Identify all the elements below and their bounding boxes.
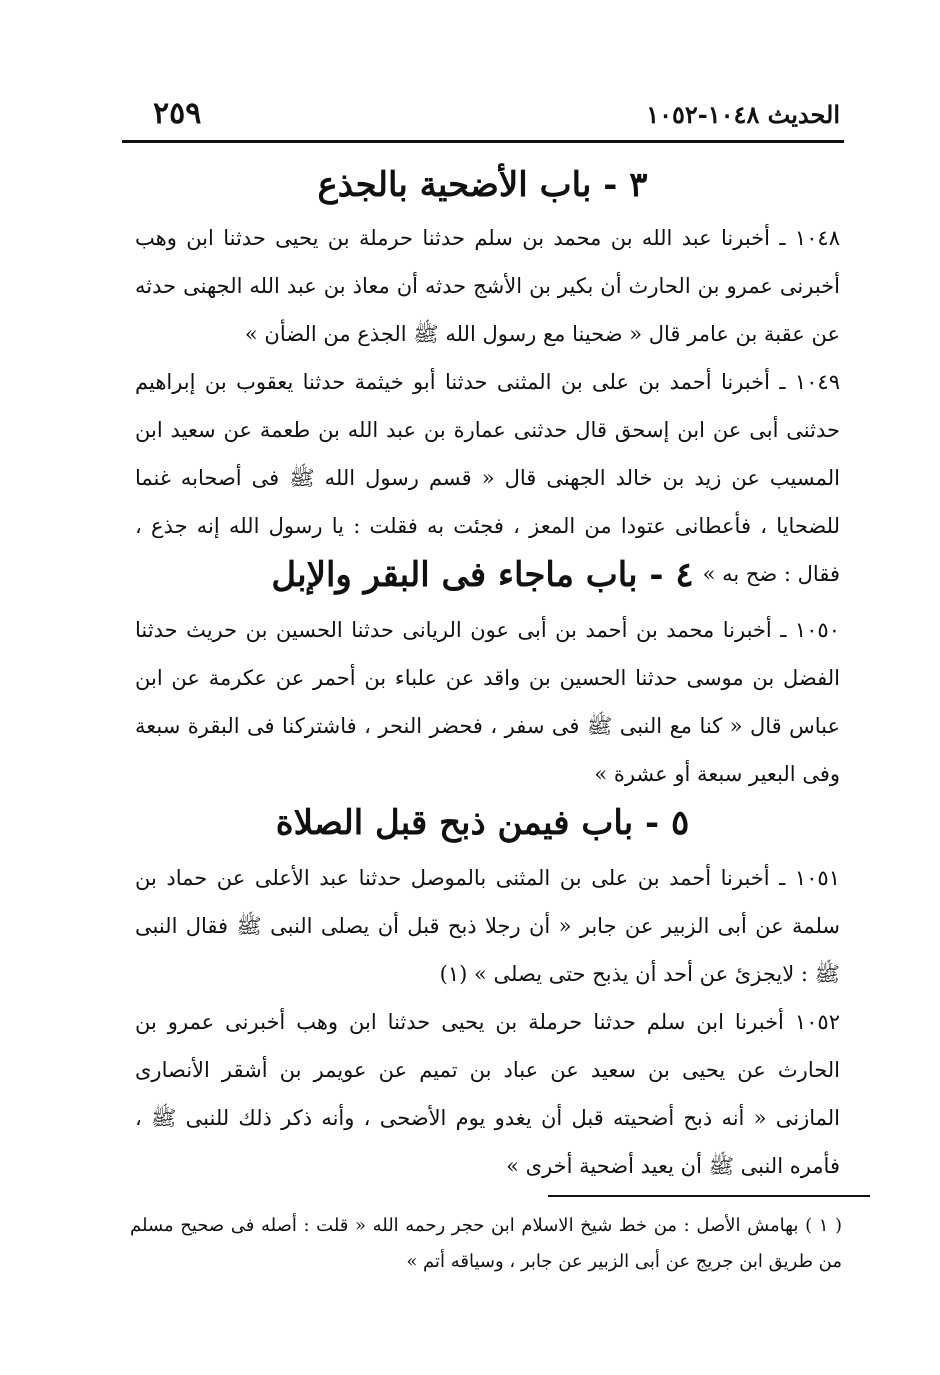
section-heading: ٣ - باب الأضحية بالجذع (317, 165, 648, 205)
section-heading: ٤ - باب ماجاء فى البقر والإبل (271, 555, 694, 595)
hadith-paragraph: ١٠٥١ ـ أخبرنا أحمد بن على بن المثنى بالموصل حدثنا عبد الأعلى عن حماد بن سلمة عن أبى الزبير عن جابر « أن رجلا ذبح قبل أن يصلى النبى ﷺ فقال النبى ﷺ : لايجزئ عن أحد أن يذبح حتى يصلى » (١) (135, 866, 840, 986)
section-heading: ٥ - باب فيمن ذبح قبل الصلاة (275, 803, 690, 843)
page-number: ٢٥٩ (153, 96, 202, 131)
hadith-paragraph: ١٠٤٩ ـ أخبرنا أحمد بن على بن المثنى حدثنا أبو خيثمة حدثنا يعقوب بن إبراهيم حدثنى أبى عن ابن إسحق قال حدثنى عمارة بن عبد الله بن طعمة عن سعيد ابن المسيب عن زيد بن خالد الجهنى قال « قسم رسول الله ﷺ فى أصحابه غنما للضحايا ، فأعطانى عتودا من المعز ، فجئت به فقلت : يا رسول الله إنه جذع ، فقال : ضح به » (135, 370, 840, 586)
hadith-paragraph: ١٠٥٢ أخبرنا ابن سلم حدثنا حرملة بن يحيى حدثنا ابن وهب أخبرنى عمرو بن الحارث عن يحيى بن سعيد عن عباد بن تميم عن عويمر بن أشقر الأنصارى المازنى « أنه ذبح أضحيته قبل أن يغدو يوم الأضحى ، وأنه ذكر ذلك للنبى ﷺ ، فأمره النبى ﷺ أن يعيد أضحية أخرى » (135, 1010, 840, 1178)
footnote-rule (548, 1195, 870, 1197)
running-head: الحديث ١٠٤٨-١٠٥٢ (646, 100, 840, 129)
hadith-paragraph: ١٠٤٨ ـ أخبرنا عبد الله بن محمد بن سلم حدثنا حرملة بن يحيى حدثنا ابن وهب أخبرنى عمرو بن الحارث أن بكير بن الأشج حدثه أن معاذ بن عبد الله الجهنى حدثه عن عقبة بن عامر قال « ضحينا مع رسول الله ﷺ الجذع من الضأن » (135, 226, 840, 346)
hadith-paragraph: ١٠٥٠ ـ أخبرنا محمد بن أحمد بن أبى عون الريانى حدثنا الحسين بن حريث حدثنا الفضل بن موسى حدثنا الحسين بن واقد عن علباء بن أحمر عن عكرمة عن ابن عباس قال « كنا مع النبى ﷺ فى سفر ، فحضر النحر ، فاشتركنا فى البقرة سبعة وفى البعير سبعة أو عشرة » (135, 618, 840, 786)
page-header (125, 92, 840, 138)
footnote: ( ١ ) بهامش الأصل : من خط شيخ الاسلام ابن حجر رحمه الله « قلت : أصله فى صحيح مسلم من طريق ابن جريج عن أبى الزبير عن جابر ، وسياقه أتم » (130, 1215, 842, 1272)
header-rule (122, 140, 844, 143)
